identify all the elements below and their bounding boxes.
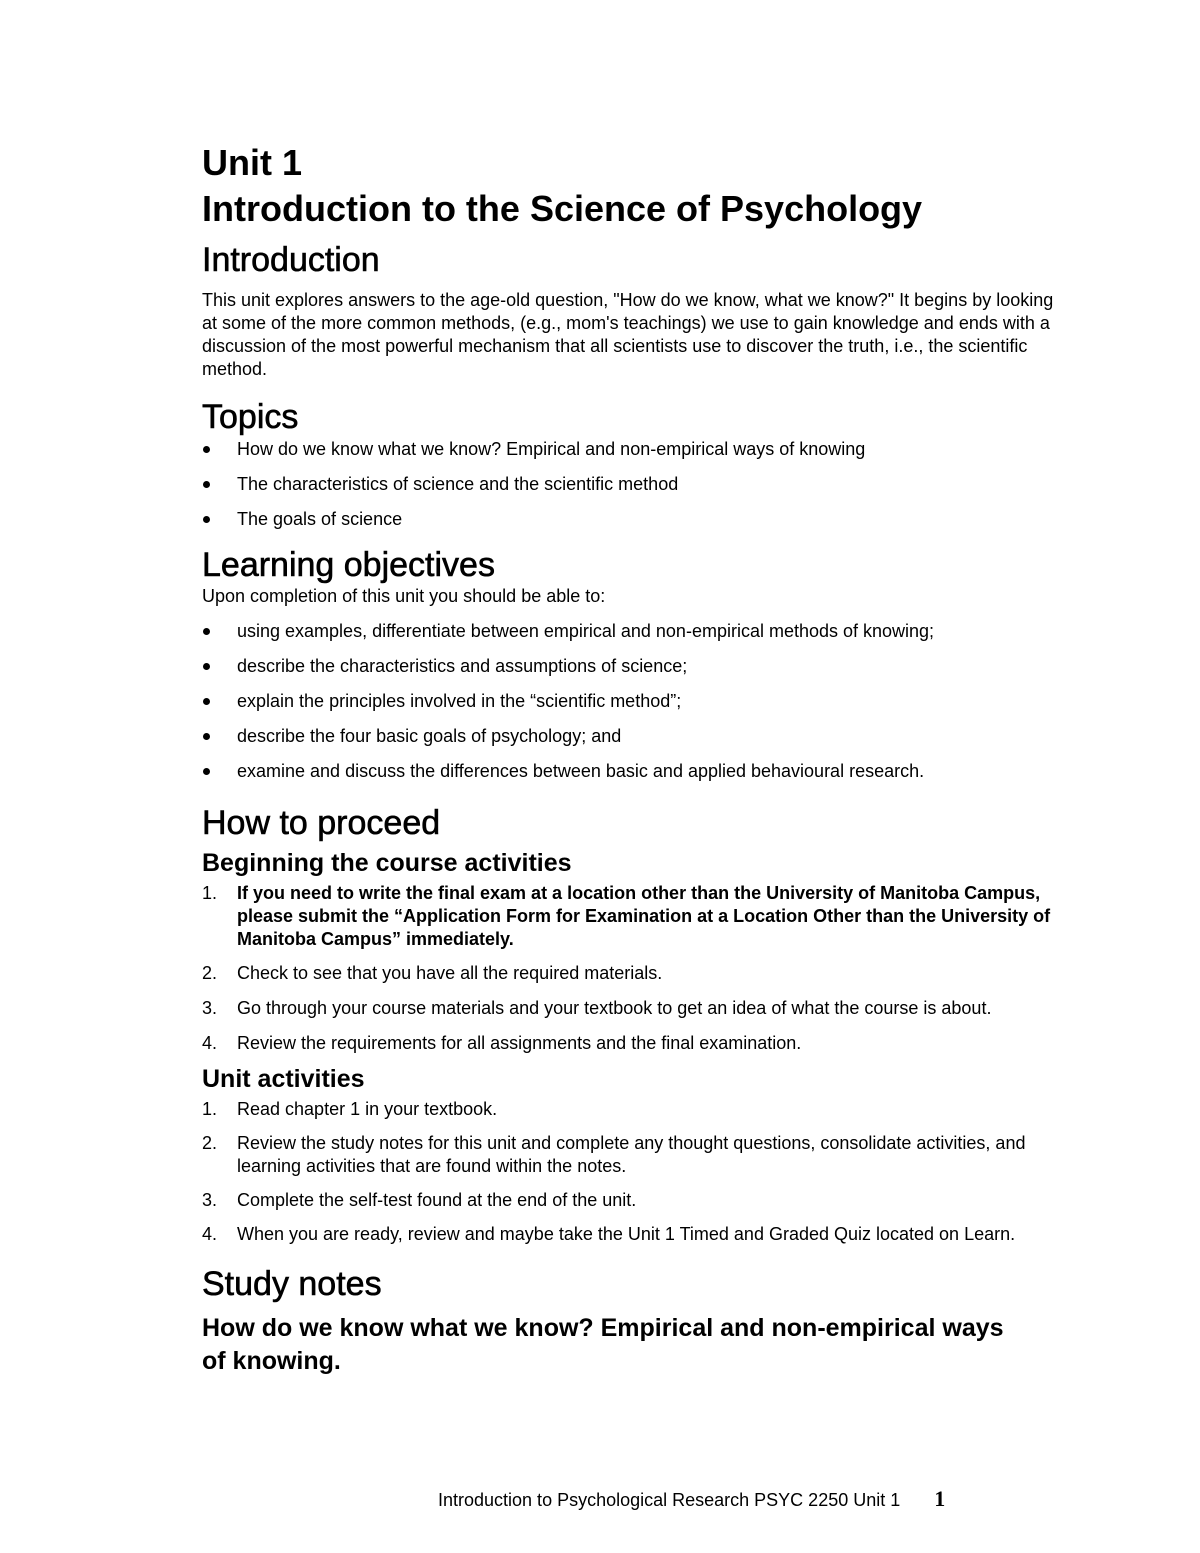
list-item: explain the principles involved in the “scientific method”; bbox=[202, 690, 1072, 713]
list-item: 3. Go through your course materials and your textbook to get an idea of what the course is about. bbox=[202, 998, 992, 1018]
bullet-icon bbox=[203, 698, 210, 705]
document-page bbox=[202, 140, 1072, 1378]
list-item: 4. When you are ready, review and maybe take the Unit 1 Timed and Graded Quiz located on Learn. bbox=[202, 1224, 1016, 1244]
objectives-heading: Learning objectives bbox=[202, 546, 495, 584]
objectives-list bbox=[202, 620, 1072, 783]
list-item: The goals of science bbox=[202, 508, 1072, 531]
proceed-heading: How to proceed bbox=[202, 804, 441, 842]
list-item: The characteristics of science and the scientific method bbox=[202, 473, 1072, 496]
introduction-heading: Introduction bbox=[202, 241, 380, 279]
beginning-list bbox=[202, 882, 1072, 1055]
list-item: describe the characteristics and assumptions of science; bbox=[202, 655, 1072, 678]
bullet-icon bbox=[203, 481, 210, 488]
page-number: 1 bbox=[934, 1486, 946, 1511]
list-item: 3. Complete the self-test found at the end of the unit. bbox=[202, 1190, 637, 1210]
list-item: examine and discuss the differences between basic and applied behavioural research. bbox=[202, 760, 1072, 783]
objectives-intro: Upon completion of this unit you should be able to: bbox=[202, 586, 606, 606]
list-item: How do we know what we know? Empirical and non-empirical ways of knowing bbox=[202, 438, 1072, 461]
list-item: 2. Review the study notes for this unit and complete any thought questions, consolidate activities, and learning activities that are found within the notes. bbox=[202, 1133, 1026, 1176]
unit-name: Introduction to the Science of Psychology bbox=[202, 188, 923, 229]
bullet-icon bbox=[203, 663, 210, 670]
introduction-text: This unit explores answers to the age-old question, "How do we know, what we know?" It begins by looking at some of the more common methods, (e.g., mom's teachings) we use to gain knowledge and ends with a discussion of the most powerful mechanism that all scientists use to discover the truth, i.e., the scientific method. bbox=[202, 290, 1054, 379]
topics-list bbox=[202, 438, 1072, 531]
study-notes-subheading: How do we know what we know? Empirical and non-empirical ways of knowing. bbox=[202, 1314, 1004, 1375]
unit-title bbox=[202, 140, 1072, 232]
study-notes-heading: Study notes bbox=[202, 1265, 382, 1303]
beginning-heading: Beginning the course activities bbox=[202, 849, 572, 877]
bullet-icon bbox=[203, 628, 210, 635]
bullet-icon bbox=[203, 446, 210, 453]
list-item: using examples, differentiate between empirical and non-empirical methods of knowing; bbox=[202, 620, 1072, 643]
unit-activities-list bbox=[202, 1098, 1072, 1246]
bullet-icon bbox=[203, 516, 210, 523]
list-item: 1. If you need to write the final exam at a location other than the University of Manitoba Campus, please submit the “Application Form for Examination at a Location Other than the University of Manitoba Campus” immediately. bbox=[202, 883, 1051, 949]
topics-heading: Topics bbox=[202, 398, 299, 436]
list-item: 4. Review the requirements for all assignments and the final examination. bbox=[202, 1033, 802, 1053]
unit-activities-heading: Unit activities bbox=[202, 1065, 365, 1093]
list-item: 2. Check to see that you have all the required materials. bbox=[202, 963, 663, 983]
unit-number: Unit 1 bbox=[202, 142, 303, 183]
bullet-icon bbox=[203, 768, 210, 775]
list-item: 1. Read chapter 1 in your textbook. bbox=[202, 1099, 498, 1119]
list-item: describe the four basic goals of psychology; and bbox=[202, 725, 1072, 748]
footer-text: Introduction to Psychological Research PSYC 2250 Unit 1 bbox=[438, 1490, 901, 1510]
page-footer bbox=[438, 1487, 945, 1512]
bullet-icon bbox=[203, 733, 210, 740]
